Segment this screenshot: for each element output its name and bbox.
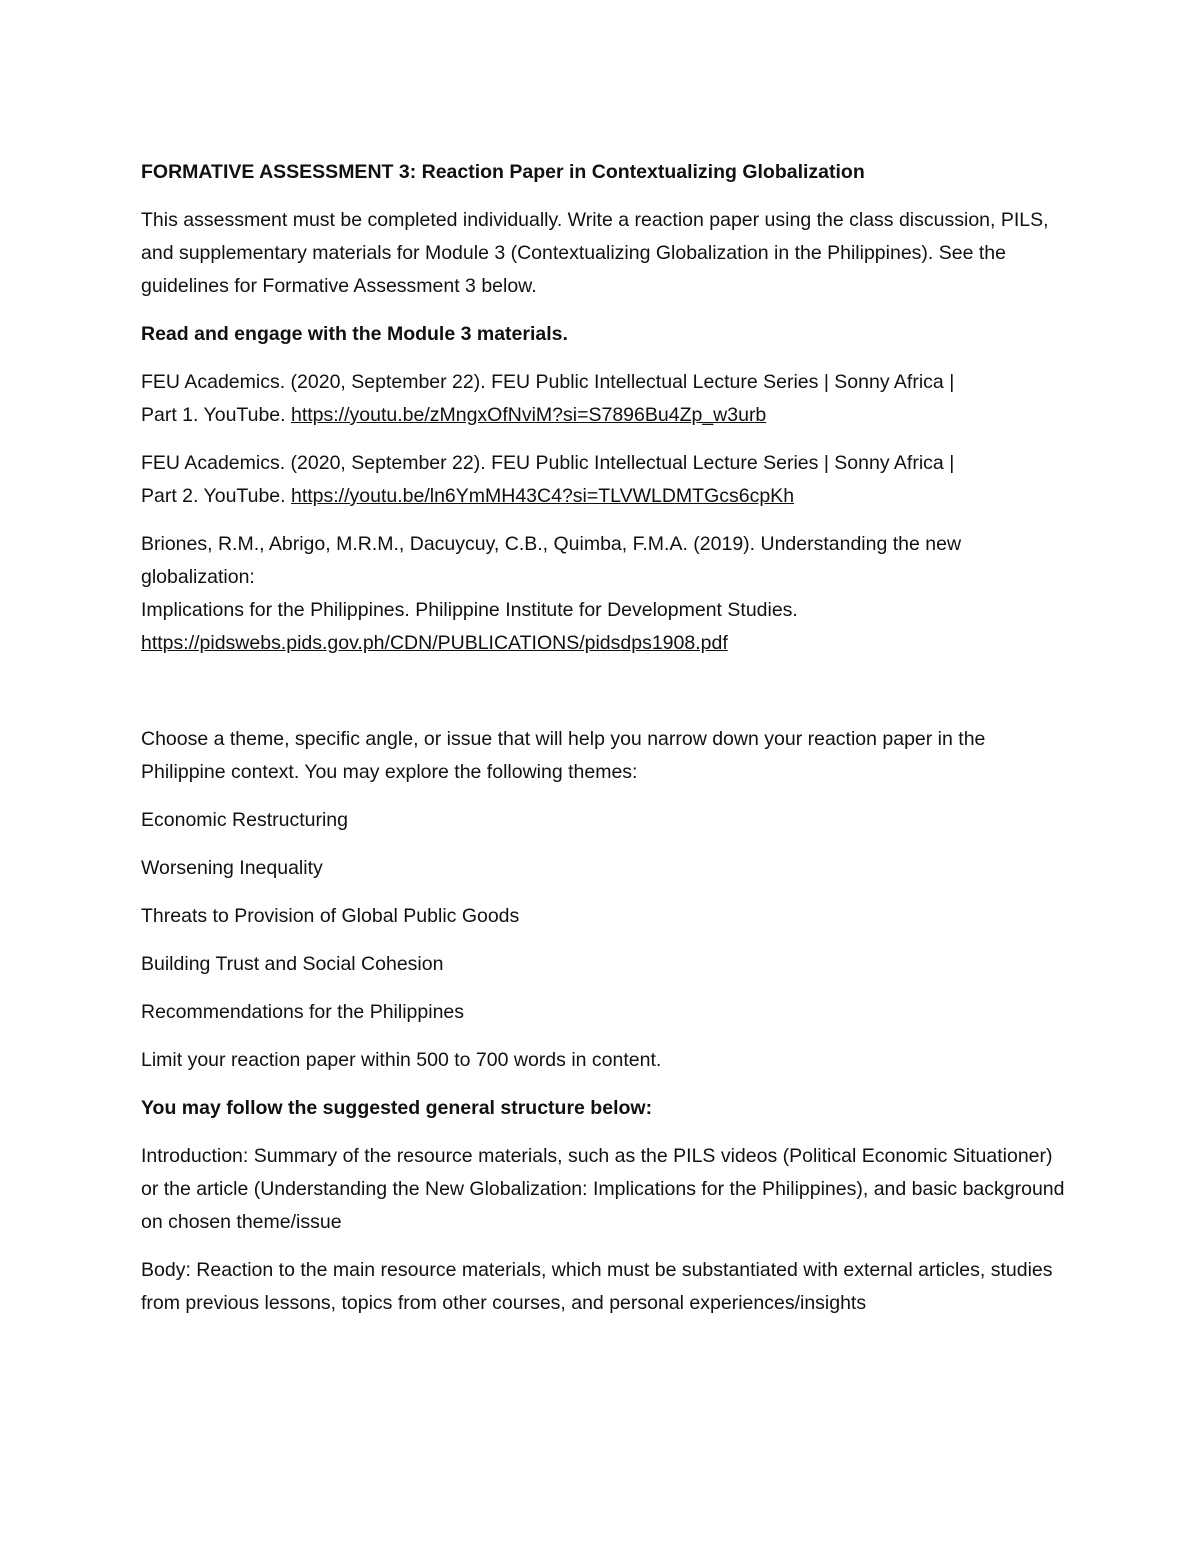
reference-3-line1: Briones, R.M., Abrigo, M.R.M., Dacuycuy, C.B., Quimba, F.M.A. (2019). Understanding the new	[141, 533, 962, 555]
structure-introduction: Introduction: Summary of the resource materials, such as the PILS videos (Political Economic Situationer) or the article (Understanding the New Globalization: Implications for the Philippines), and basic background on chosen theme/issue	[141, 1145, 1065, 1233]
reference-1-line2: Part 1. YouTube.	[141, 404, 291, 426]
theme-item: Building Trust and Social Cohesion	[141, 953, 444, 975]
reference-2-link[interactable]: https://youtu.be/ln6YmMH43C4?si=TLVWLDMTGcs6cpKh	[290, 485, 795, 507]
reference-3-link[interactable]: https://pidswebs.pids.gov.ph/CDN/PUBLICATIONS/pidsdps1908.pdf	[141, 632, 728, 654]
choose-theme-paragraph: Choose a theme, specific angle, or issue that will help you narrow down your reaction paper in the Philippine context. You may explore the following themes:	[141, 728, 986, 783]
reference-1-link[interactable]: https://youtu.be/zMngxOfNviM?si=S7896Bu4Zp_w3urb	[290, 404, 767, 426]
reference-2-line2: Part 2. YouTube.	[141, 485, 291, 507]
word-limit-text: Limit your reaction paper within 500 to 700 words in content.	[141, 1049, 662, 1071]
reference-3-line1b: globalization:	[141, 566, 255, 588]
document-page	[141, 156, 1071, 1335]
theme-item: Worsening Inequality	[141, 857, 323, 879]
read-heading: Read and engage with the Module 3 materials.	[141, 323, 568, 345]
document-title: FORMATIVE ASSESSMENT 3: Reaction Paper in Contextualizing Globalization	[141, 161, 865, 183]
reference-1	[141, 366, 1071, 432]
structure-heading: You may follow the suggested general structure below:	[141, 1097, 653, 1119]
theme-item: Recommendations for the Philippines	[141, 1001, 465, 1023]
reference-2-line1: FEU Academics. (2020, September 22). FEU Public Intellectual Lecture Series | Sonny Africa |	[141, 452, 955, 474]
theme-item: Threats to Provision of Global Public Goods	[141, 905, 520, 927]
reference-2	[141, 447, 1071, 513]
reference-1-line1: FEU Academics. (2020, September 22). FEU Public Intellectual Lecture Series | Sonny Africa |	[141, 371, 955, 393]
theme-item: Economic Restructuring	[141, 809, 348, 831]
intro-paragraph: This assessment must be completed individually. Write a reaction paper using the class discussion, PILS, and supplementary materials for Module 3 (Contextualizing Globalization in the Philippines). See the guidelines for Formative Assessment 3 below.	[141, 209, 1049, 297]
structure-body: Body: Reaction to the main resource materials, which must be substantiated with external articles, studies from previous lessons, topics from other courses, and personal experiences/insights	[141, 1259, 1053, 1314]
reference-3-line2: Implications for the Philippines. Philippine Institute for Development Studies.	[141, 599, 798, 621]
reference-3	[141, 528, 1071, 660]
spacer	[141, 675, 1071, 723]
